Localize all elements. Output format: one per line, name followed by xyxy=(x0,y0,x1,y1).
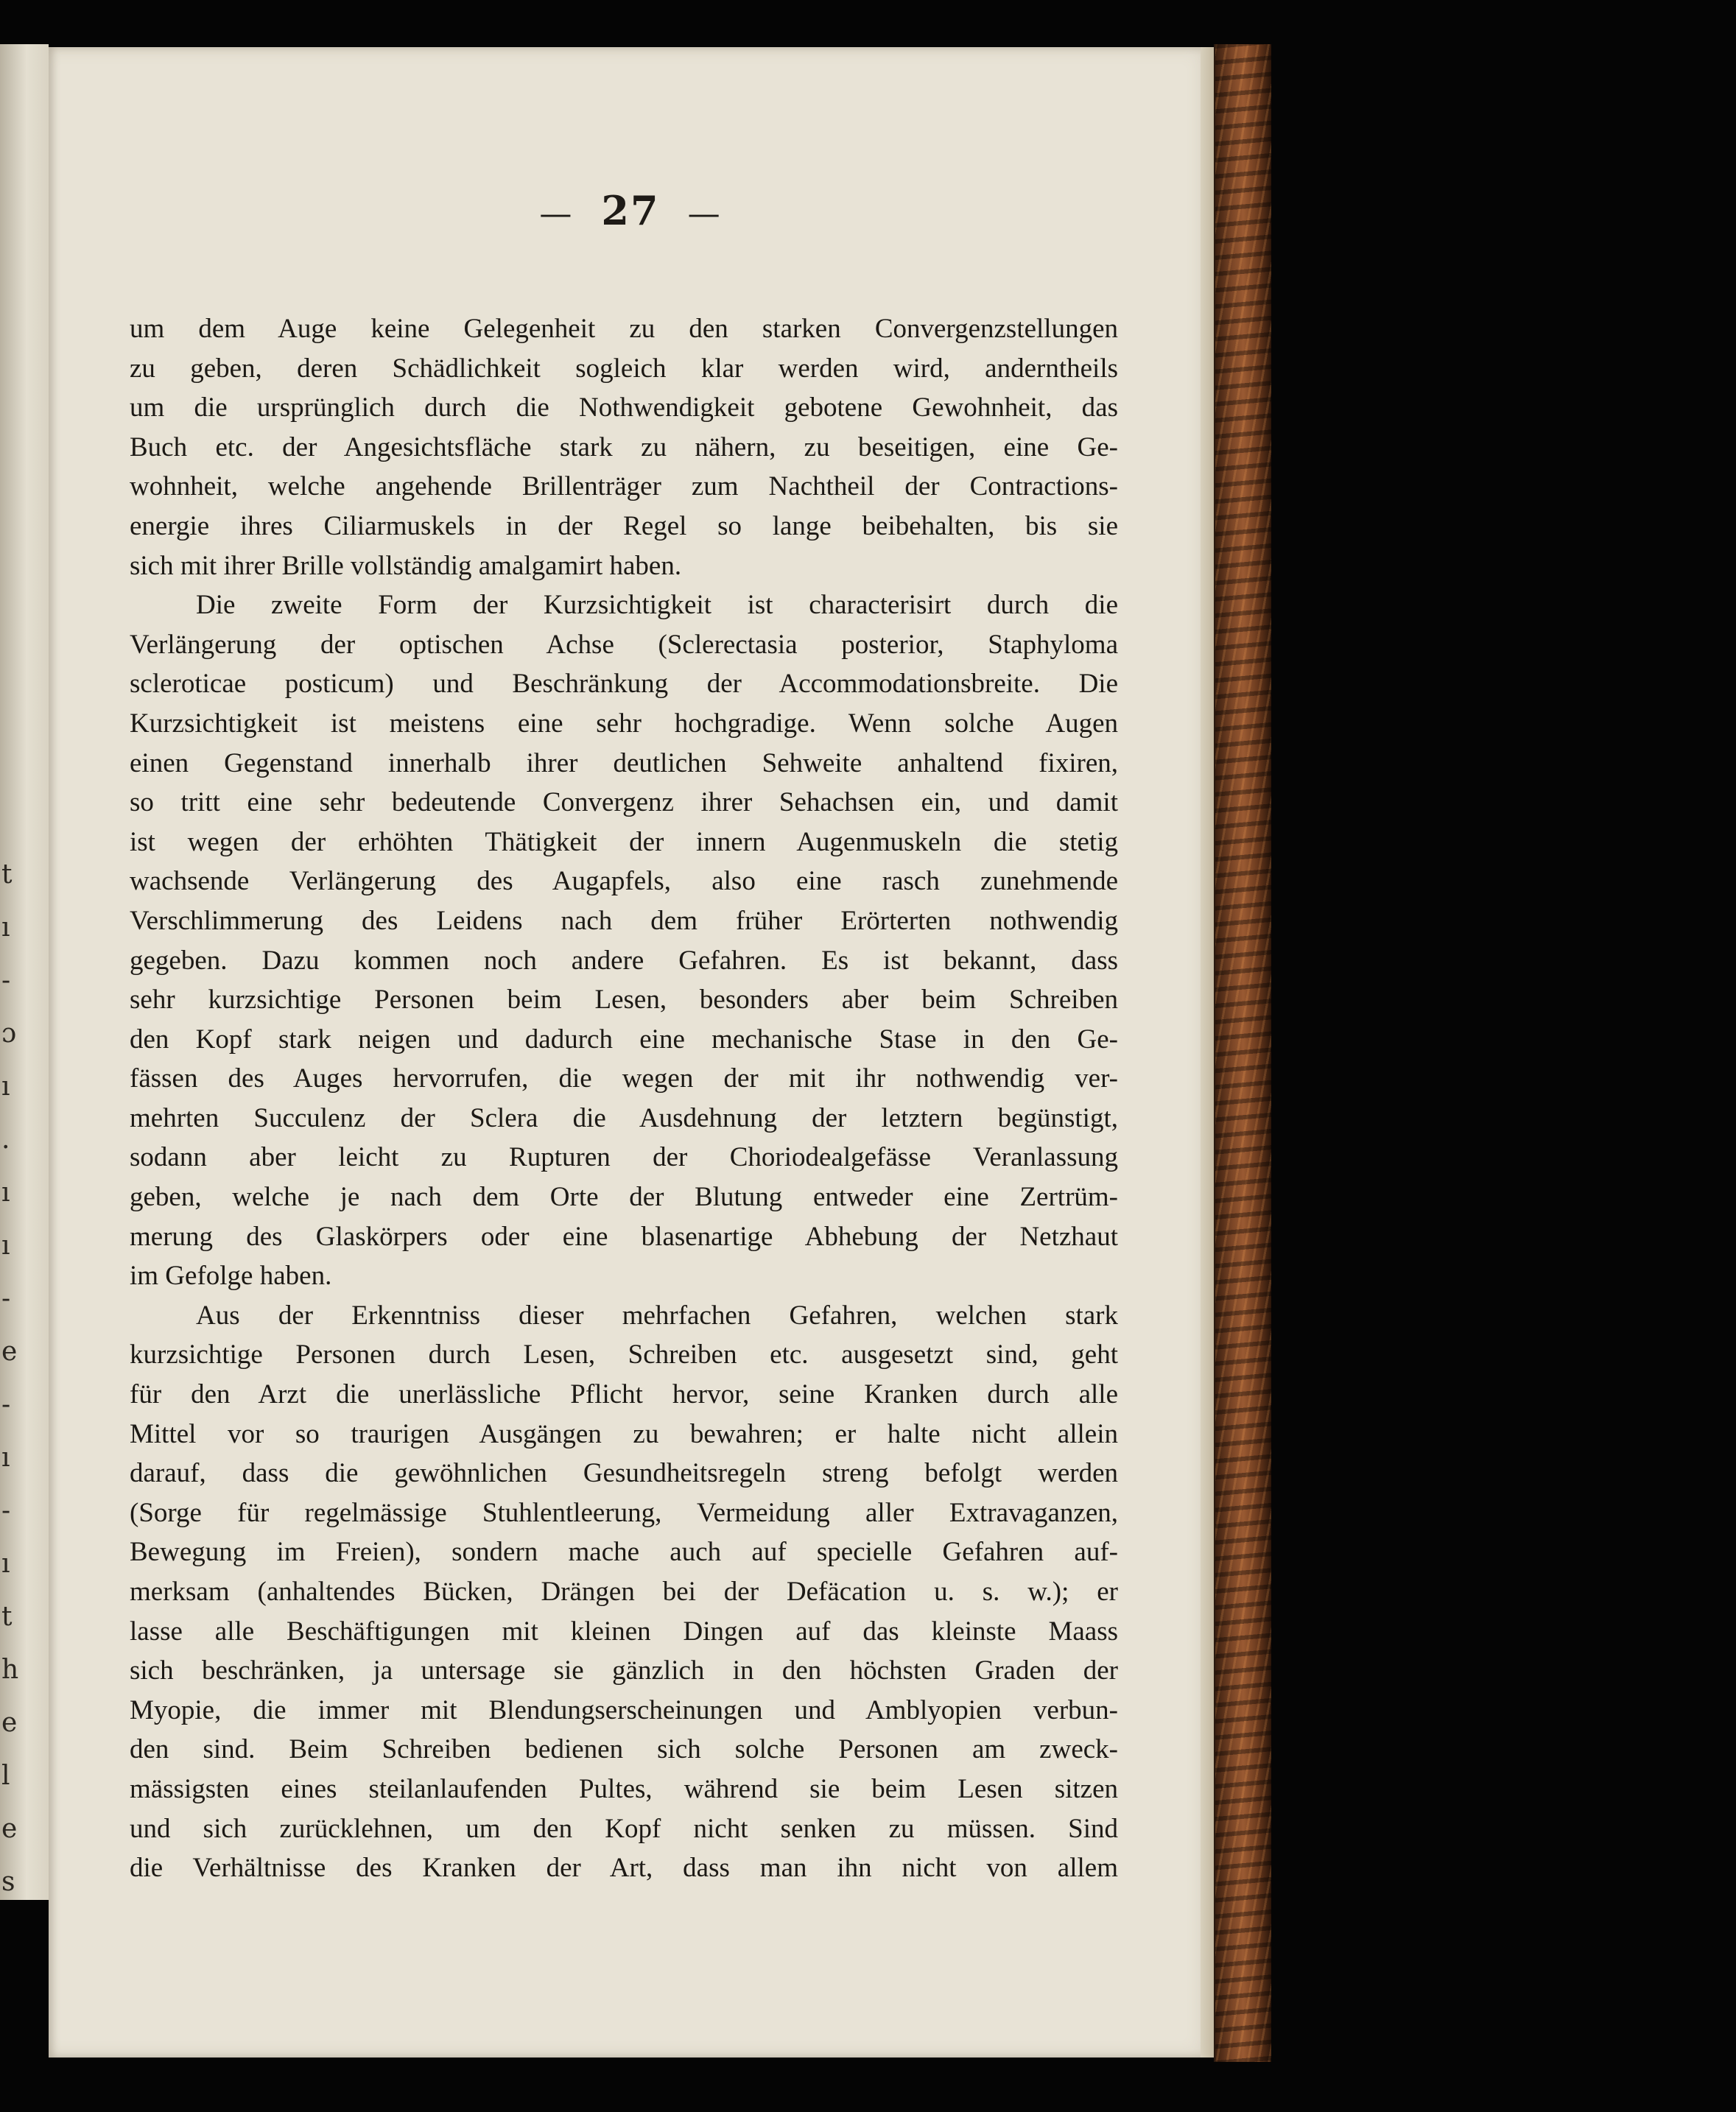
previous-page-char: e xyxy=(1,1814,18,1844)
text-line: sehr kurzsichtige Personen beim Lesen, besonders aber beim Schreiben xyxy=(130,985,1118,1015)
previous-page-char: - xyxy=(1,1496,11,1526)
text-line: einen Gegenstand innerhalb ihrer deutlichen Sehweite anhaltend fixiren, xyxy=(130,747,1118,778)
previous-page-edge xyxy=(0,44,49,1900)
text-line: Verlängerung der optischen Achse (Sclerectasia posterior, Staphyloma xyxy=(130,629,1118,660)
previous-page-char: - xyxy=(1,1390,11,1420)
text-line: so tritt eine sehr bedeutende Convergenz ihrer Sehachsen ein, und damit xyxy=(130,787,1118,818)
text-line: mässigsten eines steilanlaufenden Pultes, während sie beim Lesen sitzen xyxy=(130,1773,1118,1804)
previous-page-char: - xyxy=(1,965,11,996)
previous-page-char: ı xyxy=(1,1178,10,1208)
text-line: sich mit ihrer Brille vollständig amalgamirt haben. xyxy=(130,550,682,581)
text-line: sodann aber leicht zu Rupturen der Choriodealgefässe Veranlassung xyxy=(130,1142,1118,1173)
header-dash-left: — xyxy=(539,195,574,233)
text-line: und sich zurücklehnen, um den Kopf nicht senken zu müssen. Sind xyxy=(130,1813,1118,1844)
text-line: scleroticae posticum) und Beschränkung der Accommodationsbreite. Die xyxy=(130,669,1118,700)
text-line: darauf, dass die gewöhnlichen Gesundheitsregeln streng befolgt werden xyxy=(130,1458,1118,1489)
previous-page-char: ı xyxy=(1,1231,10,1261)
previous-page-char: ı xyxy=(1,1443,10,1473)
text-line: fässen des Auges hervorrufen, die wegen der mit ihr nothwendig ver- xyxy=(130,1063,1118,1094)
text-line: wohnheit, welche angehende Brillenträger zum Nachtheil der Contractions- xyxy=(130,471,1118,502)
previous-page-char: h xyxy=(1,1655,19,1685)
text-line: den Kopf stark neigen und dadurch eine mechanische Stase in den Ge- xyxy=(130,1024,1118,1055)
book-page xyxy=(49,47,1212,2058)
text-line: wachsende Verlängerung des Augapfels, also eine rasch zunehmende xyxy=(130,866,1118,897)
text-line: energie ihres Ciliarmuskels in der Regel so lange beibehalten, bis sie xyxy=(130,510,1118,541)
text-line: Verschlimmerung des Leidens nach dem früher Erörterten nothwendig xyxy=(130,905,1118,936)
text-line: im Gefolge haben. xyxy=(130,1261,332,1292)
previous-page-char: ɔ xyxy=(1,1018,17,1049)
previous-page-char: ı xyxy=(1,1071,10,1102)
text-line: ist wegen der erhöhten Thätigkeit der innern Augenmuskeln die stetig xyxy=(130,826,1118,857)
text-line: gegeben. Dazu kommen noch andere Gefahren. Es ist bekannt, dass xyxy=(130,945,1118,976)
leather-spine xyxy=(1214,44,1271,2062)
text-line: Myopie, die immer mit Blendungserscheinungen und Amblyopien verbun- xyxy=(130,1694,1118,1725)
text-line: kurzsichtige Personen durch Lesen, Schreiben etc. ausgesetzt sind, geht xyxy=(130,1340,1118,1370)
text-line: Mittel vor so traurigen Ausgängen zu bewahren; er halte nicht allein xyxy=(130,1418,1118,1449)
text-line: Bewegung im Freien), sondern mache auch auf specielle Gefahren auf- xyxy=(130,1537,1118,1568)
text-line: Aus der Erkenntniss dieser mehrfachen Gefahren, welchen stark xyxy=(196,1300,1118,1331)
previous-page-char: l xyxy=(1,1761,10,1791)
previous-page-char: ı xyxy=(1,912,10,943)
previous-page-char: e xyxy=(1,1708,18,1738)
text-line: (Sorge für regelmässige Stuhlentleerung, Vermeidung aller Extravaganzen, xyxy=(130,1497,1118,1528)
text-line: den sind. Beim Schreiben bedienen sich solche Personen am zweck- xyxy=(130,1734,1118,1765)
page-number-header xyxy=(49,187,1212,234)
text-line: merksam (anhaltendes Bücken, Drängen bei der Defäcation u. s. w.); er xyxy=(130,1577,1118,1607)
previous-page-char: t xyxy=(1,1602,13,1632)
previous-page-char: - xyxy=(1,1284,11,1314)
text-line: um dem Auge keine Gelegenheit zu den starken Convergenzstellungen xyxy=(130,314,1118,344)
previous-page-char: . xyxy=(1,1124,10,1155)
text-line: Kurzsichtigkeit ist meistens eine sehr hochgradige. Wenn solche Augen xyxy=(130,708,1118,739)
body-text xyxy=(130,309,1118,1888)
text-line: geben, welche je nach dem Orte der Blutung entweder eine Zertrüm- xyxy=(130,1182,1118,1213)
text-line: für den Arzt die unerlässliche Pflicht hervor, seine Kranken durch alle xyxy=(130,1379,1118,1410)
text-line: lasse alle Beschäftigungen mit kleinen Dingen auf das kleinste Maass xyxy=(130,1616,1118,1647)
header-dash-right: — xyxy=(687,195,722,233)
previous-page-char: e xyxy=(1,1337,18,1367)
previous-page-char: s xyxy=(1,1867,15,1897)
text-line: Buch etc. der Angesichtsfläche stark zu nähern, zu beseitigen, eine Ge- xyxy=(130,432,1118,462)
text-line: die Verhältnisse des Kranken der Art, dass man ihn nicht von allem xyxy=(130,1853,1118,1884)
text-line: zu geben, deren Schädlichkeit sogleich klar werden wird, anderntheils xyxy=(130,353,1118,384)
text-line: merung des Glaskörpers oder eine blasenartige Abhebung der Netzhaut xyxy=(130,1221,1118,1252)
text-line: um die ursprünglich durch die Nothwendigkeit gebotene Gewohnheit, das xyxy=(130,393,1118,423)
previous-page-char: t xyxy=(1,859,13,890)
text-line: mehrten Succulenz der Sclera die Ausdehnung der letztern begünstigt, xyxy=(130,1102,1118,1133)
previous-page-char: ı xyxy=(1,1549,10,1579)
previous-page-margin-text xyxy=(0,859,29,1922)
text-line: Die zweite Form der Kurzsichtigkeit ist characterisirt durch die xyxy=(196,590,1118,621)
text-line: sich beschränken, ja untersage sie gänzlich in den höchsten Graden der xyxy=(130,1655,1118,1686)
page-number: 27 xyxy=(601,187,660,234)
page-block-edge xyxy=(1201,47,1215,2058)
